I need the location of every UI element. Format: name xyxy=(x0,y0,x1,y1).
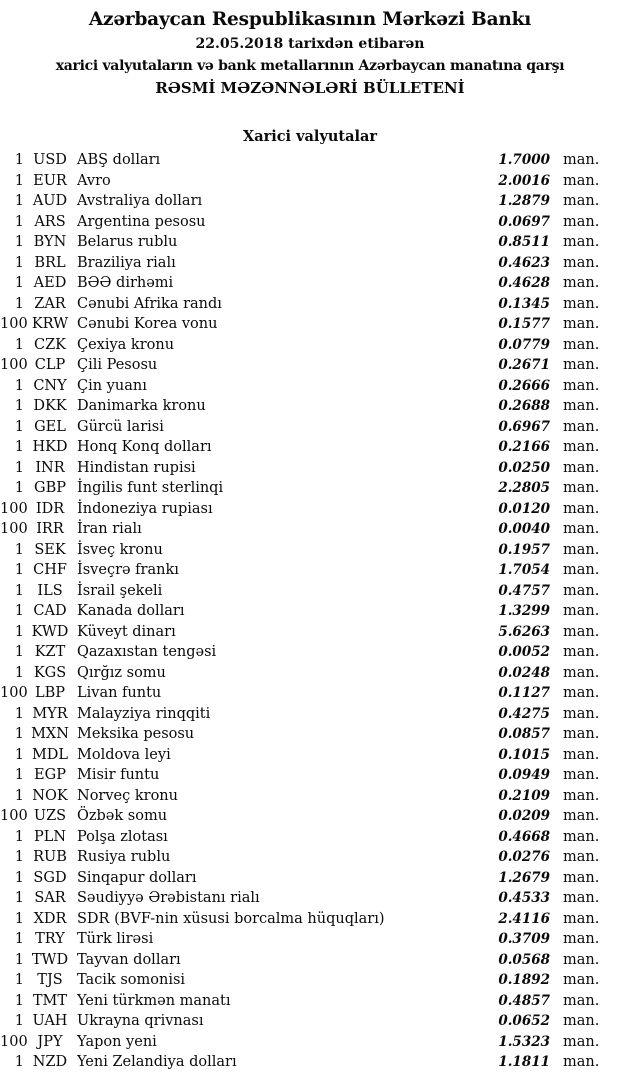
currency-name-cell: Sinqapur dolları xyxy=(77,869,197,886)
quantity-cell: 1 xyxy=(14,398,24,414)
rate-row-SAR xyxy=(0,888,620,909)
rate-row-CNY xyxy=(0,376,620,397)
rate-value-cell: 0.6967 xyxy=(498,418,550,435)
rate-value-cell: 2.4116 xyxy=(498,910,550,927)
currency-name-cell: Tacik somonisi xyxy=(77,972,186,988)
currency-name-cell: Danimarka kronu xyxy=(77,398,206,414)
rate-value-cell: 0.0248 xyxy=(498,664,550,681)
rate-row-KGS xyxy=(0,663,620,684)
unit-cell: man. xyxy=(563,931,600,947)
currency-code-cell: CHF xyxy=(33,562,67,578)
currency-name-cell: Yeni Zelandiya dolları xyxy=(77,1054,237,1070)
quantity-cell: 100 xyxy=(0,500,28,517)
quantity-cell: 1 xyxy=(14,275,24,291)
quantity-cell: 100 xyxy=(0,521,28,537)
currency-name-cell: İndoneziya rupiası xyxy=(77,500,213,517)
unit-cell: man. xyxy=(563,767,600,783)
unit-cell: man. xyxy=(563,152,600,168)
rate-value-cell: 0.0949 xyxy=(498,767,550,783)
currency-code-cell: TJS xyxy=(37,972,63,988)
currency-code-cell: AED xyxy=(33,275,67,291)
rate-row-LBP xyxy=(0,683,620,704)
rate-value-cell: 0.2109 xyxy=(498,787,550,804)
rate-row-AUD xyxy=(0,191,620,212)
currency-name-cell: Rusiya rublu xyxy=(77,849,171,865)
rate-row-UZS xyxy=(0,806,620,827)
rate-row-RUB xyxy=(0,847,620,868)
quantity-cell: 1 xyxy=(14,213,24,230)
currency-code-cell: CZK xyxy=(33,336,66,353)
currency-name-cell: Qırğız somu xyxy=(77,664,166,681)
unit-cell: man. xyxy=(563,910,600,927)
unit-cell: man. xyxy=(563,869,600,886)
unit-cell: man. xyxy=(563,890,600,906)
quantity-cell: 1 xyxy=(14,951,24,968)
currency-code-cell: SGD xyxy=(33,869,67,886)
unit-cell: man. xyxy=(563,664,600,681)
currency-code-cell: KWD xyxy=(31,623,69,640)
currency-code-cell: BRL xyxy=(34,254,66,271)
rate-value-cell: 0.4533 xyxy=(498,890,550,906)
currency-name-cell: Yapon yeni xyxy=(77,1033,157,1050)
currency-name-cell: Norveç kronu xyxy=(77,787,178,804)
rate-value-cell: 2.0016 xyxy=(498,172,550,189)
quantity-cell: 1 xyxy=(14,664,24,681)
rate-row-CAD xyxy=(0,601,620,622)
unit-cell: man. xyxy=(563,418,600,435)
rate-value-cell: 0.0120 xyxy=(498,500,550,517)
currency-name-cell: Səudiyyə Ərəbistanı rialı xyxy=(77,890,260,906)
rate-value-cell: 0.1577 xyxy=(498,316,550,332)
quantity-cell: 100 xyxy=(0,685,28,701)
rate-row-JPY xyxy=(0,1032,620,1053)
currency-name-cell: Belarus rublu xyxy=(77,234,178,250)
rate-value-cell: 0.4857 xyxy=(498,992,550,1009)
rate-value-cell: 1.7000 xyxy=(498,152,550,168)
currency-name-cell: ABŞ dolları xyxy=(77,152,161,168)
rate-value-cell: 0.8511 xyxy=(498,234,550,250)
unit-cell: man. xyxy=(563,336,600,353)
rate-row-MYR xyxy=(0,704,620,725)
rate-value-cell: 0.0857 xyxy=(498,726,550,742)
unit-cell: man. xyxy=(563,254,600,271)
quantity-cell: 1 xyxy=(14,152,24,168)
unit-cell: man. xyxy=(563,746,600,763)
quantity-cell: 1 xyxy=(14,172,24,189)
unit-cell: man. xyxy=(563,1013,600,1029)
rate-value-cell: 1.7054 xyxy=(498,562,550,578)
currency-code-cell: TWD xyxy=(31,951,69,968)
rate-value-cell: 0.0697 xyxy=(498,213,550,230)
currency-code-cell: RUB xyxy=(33,849,67,865)
currency-name-cell: Moldova leyi xyxy=(77,746,171,763)
rate-row-AED xyxy=(0,273,620,294)
rate-value-cell: 0.4628 xyxy=(498,275,550,291)
rate-value-cell: 0.0250 xyxy=(498,459,550,476)
rate-value-cell: 0.1127 xyxy=(498,685,550,701)
rate-row-SEK xyxy=(0,540,620,561)
unit-cell: man. xyxy=(563,398,600,414)
currency-name-cell: Polşa zlotası xyxy=(77,828,168,845)
rate-value-cell: 0.4623 xyxy=(498,254,550,271)
currency-code-cell: INR xyxy=(35,459,65,476)
quantity-cell: 1 xyxy=(14,910,24,927)
rate-row-GBP xyxy=(0,478,620,499)
currency-code-cell: KGS xyxy=(33,664,67,681)
currency-code-cell: JPY xyxy=(37,1033,63,1050)
rate-row-NZD xyxy=(0,1052,620,1073)
quantity-cell: 1 xyxy=(14,787,24,804)
rate-row-EGP xyxy=(0,765,620,786)
currency-code-cell: EUR xyxy=(33,172,67,189)
rate-value-cell: 0.4757 xyxy=(498,582,550,599)
quantity-cell: 1 xyxy=(14,890,24,906)
currency-name-cell: Çexiya kronu xyxy=(77,336,175,353)
currency-name-cell: Avstraliya dolları xyxy=(77,193,203,209)
currency-name-cell: Cənubi Afrika randı xyxy=(77,295,222,312)
rate-value-cell: 0.1015 xyxy=(498,746,550,763)
currency-code-cell: CLP xyxy=(34,357,66,373)
currency-code-cell: SEK xyxy=(34,541,66,558)
unit-cell: man. xyxy=(563,541,600,558)
rate-row-TMT xyxy=(0,991,620,1012)
quantity-cell: 1 xyxy=(14,336,24,353)
unit-cell: man. xyxy=(563,705,600,722)
rate-row-ARS xyxy=(0,212,620,233)
quantity-cell: 100 xyxy=(0,316,28,332)
quantity-cell: 1 xyxy=(14,541,24,558)
unit-cell: man. xyxy=(563,275,600,291)
rate-value-cell: 0.2166 xyxy=(498,439,550,455)
rate-row-USD xyxy=(0,150,620,171)
rate-value-cell: 1.2879 xyxy=(498,193,550,209)
rate-row-SGD xyxy=(0,868,620,889)
rate-value-cell: 0.2671 xyxy=(498,357,550,373)
unit-cell: man. xyxy=(563,562,600,578)
rate-row-KRW xyxy=(0,314,620,335)
currency-code-cell: CNY xyxy=(33,377,67,394)
quantity-cell: 1 xyxy=(14,828,24,845)
currency-name-cell: Argentina pesosu xyxy=(77,213,206,230)
currency-code-cell: TMT xyxy=(32,992,68,1009)
effective-date-line: 22.05.2018 tarixdən etibarən xyxy=(195,36,425,52)
rate-row-EUR xyxy=(0,171,620,192)
rate-value-cell: 1.5323 xyxy=(498,1033,550,1050)
currency-name-cell: Tayvan dolları xyxy=(77,951,181,968)
rate-row-TJS xyxy=(0,970,620,991)
currency-code-cell: GEL xyxy=(34,418,66,435)
currency-name-cell: Yeni türkmən manatı xyxy=(77,992,231,1009)
rate-row-XDR xyxy=(0,909,620,930)
currency-name-cell: Çili Pesosu xyxy=(77,357,158,373)
unit-cell: man. xyxy=(563,685,600,701)
unit-cell: man. xyxy=(563,439,600,455)
rate-value-cell: 0.1345 xyxy=(498,295,550,312)
quantity-cell: 100 xyxy=(0,357,28,373)
currency-name-cell: Hindistan rupisi xyxy=(77,459,196,476)
bulletin-title: RƏSMİ MƏZƏNNƏLƏRİ BÜLLETENİ xyxy=(155,79,465,97)
exchange-rates-table xyxy=(0,150,620,1073)
rate-value-cell: 0.0652 xyxy=(498,1013,550,1029)
currency-code-cell: CAD xyxy=(33,603,67,619)
currency-code-cell: AUD xyxy=(32,193,68,209)
currency-code-cell: UAH xyxy=(32,1013,68,1029)
rate-value-cell: 0.4275 xyxy=(498,705,550,722)
currency-name-cell: İran rialı xyxy=(77,521,142,537)
currency-name-cell: Türk lirəsi xyxy=(77,931,154,947)
currency-code-cell: NOK xyxy=(32,787,68,804)
rate-row-KWD xyxy=(0,622,620,643)
unit-cell: man. xyxy=(563,357,600,373)
rate-value-cell: 0.0276 xyxy=(498,849,550,865)
currency-name-cell: Ukrayna qrivnası xyxy=(77,1013,204,1029)
rate-value-cell: 1.2679 xyxy=(498,869,550,886)
rate-row-ZAR xyxy=(0,294,620,315)
unit-cell: man. xyxy=(563,172,600,189)
currency-code-cell: XDR xyxy=(33,910,67,927)
quantity-cell: 100 xyxy=(0,1033,28,1050)
currency-code-cell: HKD xyxy=(32,439,68,455)
unit-cell: man. xyxy=(563,787,600,804)
quantity-cell: 1 xyxy=(14,992,24,1009)
quantity-cell: 1 xyxy=(14,623,24,640)
quantity-cell: 1 xyxy=(14,705,24,722)
rate-value-cell: 0.1957 xyxy=(498,541,550,558)
rate-row-KZT xyxy=(0,642,620,663)
currency-name-cell: Misir funtu xyxy=(77,767,160,783)
unit-cell: man. xyxy=(563,193,600,209)
quantity-cell: 1 xyxy=(14,767,24,783)
rate-row-MDL xyxy=(0,745,620,766)
currency-name-cell: Kanada dolları xyxy=(77,603,185,619)
currency-name-cell: İsrail şekeli xyxy=(77,582,163,599)
currency-code-cell: PLN xyxy=(33,828,67,845)
currency-name-cell: BƏƏ dirhəmi xyxy=(77,275,174,291)
currency-code-cell: KZT xyxy=(34,644,66,660)
rate-value-cell: 1.3299 xyxy=(498,603,550,619)
unit-cell: man. xyxy=(563,623,600,640)
quantity-cell: 1 xyxy=(14,726,24,742)
quantity-cell: 1 xyxy=(14,849,24,865)
rate-row-PLN xyxy=(0,827,620,848)
currency-name-cell: Küveyt dinarı xyxy=(77,623,176,640)
currency-code-cell: MDL xyxy=(31,746,69,763)
rate-value-cell: 5.6263 xyxy=(498,623,550,640)
rate-row-HKD xyxy=(0,437,620,458)
rate-row-UAH xyxy=(0,1011,620,1032)
unit-cell: man. xyxy=(563,316,600,332)
unit-cell: man. xyxy=(563,644,600,660)
rate-row-CLP xyxy=(0,355,620,376)
rate-row-INR xyxy=(0,458,620,479)
rate-row-GEL xyxy=(0,417,620,438)
rate-row-BYN xyxy=(0,232,620,253)
currency-code-cell: KRW xyxy=(31,316,69,332)
rate-value-cell: 0.2666 xyxy=(498,377,550,394)
currency-name-cell: Malayziya rinqqiti xyxy=(77,705,211,722)
quantity-cell: 1 xyxy=(14,193,24,209)
quantity-cell: 1 xyxy=(14,869,24,886)
currency-name-cell: Cənubi Korea vonu xyxy=(77,316,218,332)
currency-name-cell: Çin yuanı xyxy=(77,377,147,394)
unit-cell: man. xyxy=(563,213,600,230)
currency-code-cell: SAR xyxy=(34,890,66,906)
currency-name-cell: İngilis funt sterlinqi xyxy=(77,480,224,496)
quantity-cell: 100 xyxy=(0,808,28,824)
currency-code-cell: BYN xyxy=(33,234,67,250)
rate-value-cell: 2.2805 xyxy=(498,480,550,496)
quantity-cell: 1 xyxy=(14,459,24,476)
rate-value-cell: 0.0779 xyxy=(498,336,550,353)
rate-row-BRL xyxy=(0,253,620,274)
currency-name-cell: Meksika pesosu xyxy=(77,726,195,742)
unit-cell: man. xyxy=(563,295,600,312)
currency-name-cell: Honq Konq dolları xyxy=(77,439,212,455)
currency-name-cell: Özbək somu xyxy=(77,808,168,824)
currency-code-cell: ARS xyxy=(34,213,66,230)
currency-code-cell: MYR xyxy=(32,705,68,722)
currency-name-cell: Avro xyxy=(77,172,111,189)
rate-row-MXN xyxy=(0,724,620,745)
rate-row-CHF xyxy=(0,560,620,581)
quantity-cell: 1 xyxy=(14,603,24,619)
currency-name-cell: İsveçrə frankı xyxy=(77,562,179,578)
rate-row-TWD xyxy=(0,950,620,971)
currency-code-cell: UZS xyxy=(33,808,67,824)
unit-cell: man. xyxy=(563,849,600,865)
unit-cell: man. xyxy=(563,972,600,988)
quantity-cell: 1 xyxy=(14,644,24,660)
currency-code-cell: LBP xyxy=(34,685,66,701)
quantity-cell: 1 xyxy=(14,1054,24,1070)
currency-name-cell: SDR (BVF-nin xüsusi borcalma hüquqları) xyxy=(77,910,385,927)
quantity-cell: 1 xyxy=(14,562,24,578)
quantity-cell: 1 xyxy=(14,931,24,947)
central-bank-title: Azərbaycan Respublikasının Mərkəzi Bankı xyxy=(88,9,532,30)
quantity-cell: 1 xyxy=(14,582,24,599)
currency-name-cell: Qazaxıstan tengəsi xyxy=(77,644,217,660)
unit-cell: man. xyxy=(563,234,600,250)
quantity-cell: 1 xyxy=(14,1013,24,1029)
quantity-cell: 1 xyxy=(14,480,24,496)
rate-value-cell: 0.0040 xyxy=(498,521,550,537)
currency-code-cell: DKK xyxy=(33,398,67,414)
unit-cell: man. xyxy=(563,951,600,968)
quantity-cell: 1 xyxy=(14,972,24,988)
rate-row-DKK xyxy=(0,396,620,417)
unit-cell: man. xyxy=(563,480,600,496)
quantity-cell: 1 xyxy=(14,746,24,763)
rate-row-IDR xyxy=(0,499,620,520)
currency-code-cell: IDR xyxy=(35,500,65,517)
unit-cell: man. xyxy=(563,808,600,824)
rate-value-cell: 0.0209 xyxy=(498,808,550,824)
unit-cell: man. xyxy=(563,521,600,537)
unit-cell: man. xyxy=(563,1054,600,1070)
unit-cell: man. xyxy=(563,992,600,1009)
rate-value-cell: 0.3709 xyxy=(498,931,550,947)
unit-cell: man. xyxy=(563,377,600,394)
currency-code-cell: MXN xyxy=(31,726,69,742)
unit-cell: man. xyxy=(563,1033,600,1050)
unit-cell: man. xyxy=(563,603,600,619)
currency-name-cell: Braziliya rialı xyxy=(77,254,176,271)
quantity-cell: 1 xyxy=(14,234,24,250)
currency-code-cell: ZAR xyxy=(34,295,66,312)
rate-value-cell: 1.1811 xyxy=(498,1054,550,1070)
currency-code-cell: IRR xyxy=(36,521,64,537)
rate-value-cell: 0.4668 xyxy=(498,828,550,845)
unit-cell: man. xyxy=(563,582,600,599)
unit-cell: man. xyxy=(563,726,600,742)
currency-code-cell: GBP xyxy=(34,480,66,496)
currency-code-cell: TRY xyxy=(35,931,65,947)
rate-row-TRY xyxy=(0,929,620,950)
quantity-cell: 1 xyxy=(14,254,24,271)
currency-name-cell: İsveç kronu xyxy=(77,541,163,558)
quantity-cell: 1 xyxy=(14,295,24,312)
rate-value-cell: 0.1892 xyxy=(498,972,550,988)
section-title-foreign-currencies: Xarici valyutalar xyxy=(242,128,378,145)
rate-value-cell: 0.0568 xyxy=(498,951,550,968)
rate-value-cell: 0.2688 xyxy=(498,398,550,414)
rate-row-CZK xyxy=(0,335,620,356)
rate-row-ILS xyxy=(0,581,620,602)
unit-cell: man. xyxy=(563,828,600,845)
currency-name-cell: Livan funtu xyxy=(77,685,162,701)
bulletin-header xyxy=(0,0,620,99)
currency-code-cell: USD xyxy=(33,152,67,168)
currency-code-cell: NZD xyxy=(32,1054,68,1070)
rate-value-cell: 0.0052 xyxy=(498,644,550,660)
currency-code-cell: EGP xyxy=(34,767,66,783)
currency-code-cell: ILS xyxy=(37,582,63,599)
rate-row-IRR xyxy=(0,519,620,540)
subtitle-line: xarici valyutaların və bank metallarının Azərbaycan manatına qarşı xyxy=(55,58,565,74)
rate-row-NOK xyxy=(0,786,620,807)
quantity-cell: 1 xyxy=(14,439,24,455)
quantity-cell: 1 xyxy=(14,418,24,435)
currency-name-cell: Gürcü larisi xyxy=(77,418,164,435)
quantity-cell: 1 xyxy=(14,377,24,394)
unit-cell: man. xyxy=(563,459,600,476)
unit-cell: man. xyxy=(563,500,600,517)
